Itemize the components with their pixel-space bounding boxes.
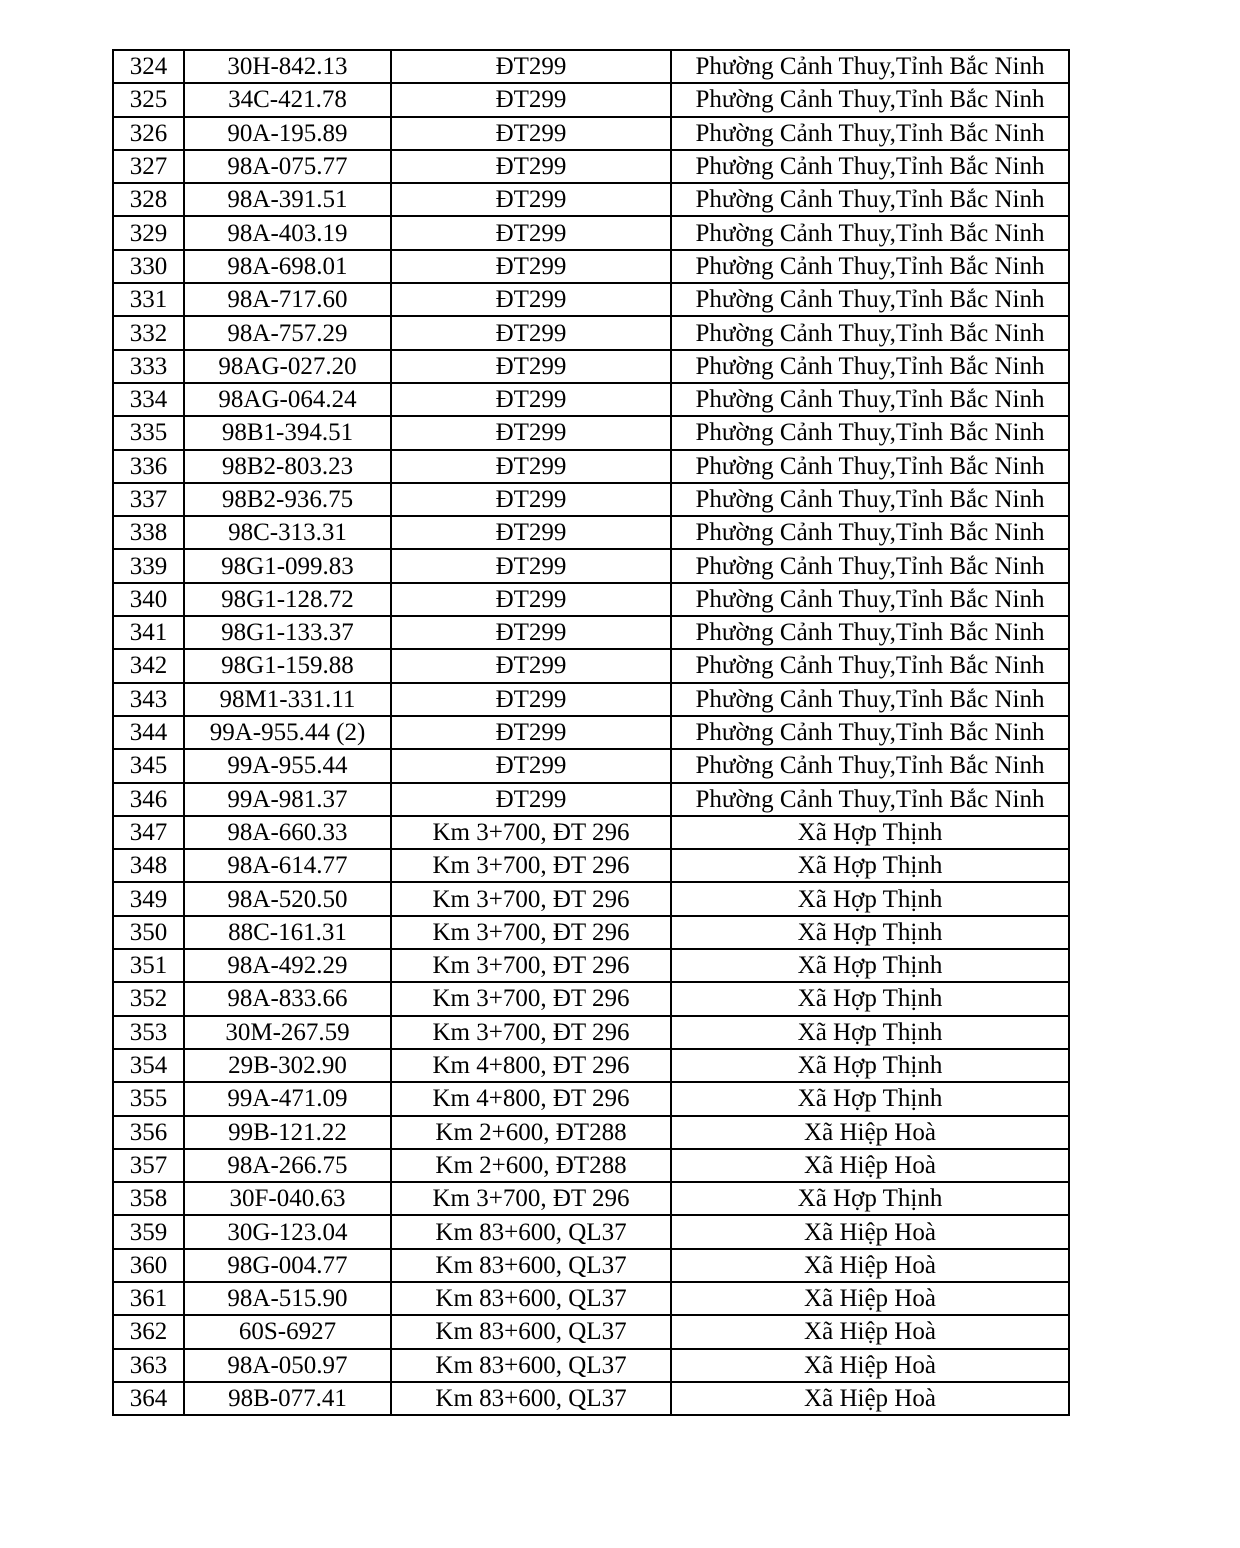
table-row (113, 783, 1069, 816)
location-cell: ĐT299 (391, 483, 671, 516)
plate-cell: 30H-842.13 (184, 50, 391, 83)
stt-cell: 338 (113, 516, 184, 549)
location-cell: Km 83+600, QL37 (391, 1315, 671, 1348)
unit-cell: Xã Hợp Thịnh (671, 816, 1069, 849)
plate-cell: 98G1-159.88 (184, 649, 391, 682)
location-cell: Km 4+800, ĐT 296 (391, 1049, 671, 1082)
location-cell: ĐT299 (391, 250, 671, 283)
stt-cell: 343 (113, 683, 184, 716)
plate-cell: 98G1-133.37 (184, 616, 391, 649)
unit-cell: Xã Hiệp Hoà (671, 1382, 1069, 1415)
plate-cell: 98G-004.77 (184, 1249, 391, 1282)
location-cell: Km 83+600, QL37 (391, 1382, 671, 1415)
unit-cell: Phường Cảnh Thuy,Tỉnh Bắc Ninh (671, 450, 1069, 483)
stt-cell: 325 (113, 83, 184, 116)
location-cell: ĐT299 (391, 150, 671, 183)
unit-cell: Phường Cảnh Thuy,Tỉnh Bắc Ninh (671, 117, 1069, 150)
table-row (113, 583, 1069, 616)
plate-cell: 30G-123.04 (184, 1215, 391, 1248)
unit-cell: Phường Cảnh Thuy,Tỉnh Bắc Ninh (671, 216, 1069, 249)
table-row (113, 450, 1069, 483)
table-row (113, 849, 1069, 882)
location-cell: ĐT299 (391, 549, 671, 582)
stt-cell: 354 (113, 1049, 184, 1082)
plate-cell: 98B2-936.75 (184, 483, 391, 516)
stt-cell: 349 (113, 882, 184, 915)
plate-cell: 98A-660.33 (184, 816, 391, 849)
stt-cell: 346 (113, 783, 184, 816)
location-cell: Km 3+700, ĐT 296 (391, 982, 671, 1015)
stt-cell: 331 (113, 283, 184, 316)
location-cell: Km 3+700, ĐT 296 (391, 949, 671, 982)
stt-cell: 326 (113, 117, 184, 150)
unit-cell: Xã Hiệp Hoà (671, 1116, 1069, 1149)
table-body (113, 50, 1069, 1415)
table-row (113, 1315, 1069, 1348)
location-cell: Km 3+700, ĐT 296 (391, 1182, 671, 1215)
table-row (113, 483, 1069, 516)
plate-cell: 98AG-064.24 (184, 383, 391, 416)
location-cell: Km 83+600, QL37 (391, 1282, 671, 1315)
plate-cell: 98G1-099.83 (184, 549, 391, 582)
table-row (113, 1049, 1069, 1082)
unit-cell: Phường Cảnh Thuy,Tỉnh Bắc Ninh (671, 416, 1069, 449)
location-cell: ĐT299 (391, 283, 671, 316)
unit-cell: Xã Hiệp Hoà (671, 1249, 1069, 1282)
location-cell: ĐT299 (391, 183, 671, 216)
table-row (113, 383, 1069, 416)
stt-cell: 344 (113, 716, 184, 749)
plate-cell: 98M1-331.11 (184, 683, 391, 716)
location-cell: ĐT299 (391, 316, 671, 349)
stt-cell: 352 (113, 982, 184, 1015)
plate-cell: 98A-403.19 (184, 216, 391, 249)
plate-cell: 29B-302.90 (184, 1049, 391, 1082)
table-row (113, 1082, 1069, 1115)
stt-cell: 362 (113, 1315, 184, 1348)
plate-cell: 98A-391.51 (184, 183, 391, 216)
location-cell: ĐT299 (391, 416, 671, 449)
table-row (113, 150, 1069, 183)
table-row (113, 1382, 1069, 1415)
table-row (113, 1149, 1069, 1182)
table-row (113, 916, 1069, 949)
plate-cell: 98A-050.97 (184, 1349, 391, 1382)
stt-cell: 355 (113, 1082, 184, 1115)
unit-cell: Phường Cảnh Thuy,Tỉnh Bắc Ninh (671, 316, 1069, 349)
unit-cell: Xã Hợp Thịnh (671, 1049, 1069, 1082)
table-row (113, 1016, 1069, 1049)
location-cell: ĐT299 (391, 583, 671, 616)
plate-cell: 98A-717.60 (184, 283, 391, 316)
location-cell: ĐT299 (391, 683, 671, 716)
stt-cell: 335 (113, 416, 184, 449)
plate-cell: 30M-267.59 (184, 1016, 391, 1049)
table-row (113, 183, 1069, 216)
plate-cell: 98A-075.77 (184, 150, 391, 183)
stt-cell: 351 (113, 949, 184, 982)
plate-cell: 98A-515.90 (184, 1282, 391, 1315)
table-row (113, 882, 1069, 915)
unit-cell: Phường Cảnh Thuy,Tỉnh Bắc Ninh (671, 516, 1069, 549)
unit-cell: Xã Hợp Thịnh (671, 849, 1069, 882)
table-row (113, 716, 1069, 749)
unit-cell: Xã Hợp Thịnh (671, 949, 1069, 982)
table-row (113, 83, 1069, 116)
plate-cell: 99A-955.44 (2) (184, 716, 391, 749)
location-cell: ĐT299 (391, 516, 671, 549)
stt-cell: 330 (113, 250, 184, 283)
stt-cell: 341 (113, 616, 184, 649)
table-row (113, 250, 1069, 283)
location-cell: ĐT299 (391, 716, 671, 749)
stt-cell: 350 (113, 916, 184, 949)
stt-cell: 324 (113, 50, 184, 83)
location-cell: Km 83+600, QL37 (391, 1215, 671, 1248)
unit-cell: Xã Hợp Thịnh (671, 1082, 1069, 1115)
unit-cell: Phường Cảnh Thuy,Tỉnh Bắc Ninh (671, 783, 1069, 816)
table-row (113, 316, 1069, 349)
plate-cell: 60S-6927 (184, 1315, 391, 1348)
stt-cell: 334 (113, 383, 184, 416)
unit-cell: Phường Cảnh Thuy,Tỉnh Bắc Ninh (671, 649, 1069, 682)
unit-cell: Phường Cảnh Thuy,Tỉnh Bắc Ninh (671, 83, 1069, 116)
unit-cell: Phường Cảnh Thuy,Tỉnh Bắc Ninh (671, 250, 1069, 283)
unit-cell: Phường Cảnh Thuy,Tỉnh Bắc Ninh (671, 483, 1069, 516)
table-row (113, 1182, 1069, 1215)
unit-cell: Xã Hiệp Hoà (671, 1282, 1069, 1315)
table-row (113, 283, 1069, 316)
stt-cell: 342 (113, 649, 184, 682)
unit-cell: Phường Cảnh Thuy,Tỉnh Bắc Ninh (671, 716, 1069, 749)
table-row (113, 416, 1069, 449)
location-cell: ĐT299 (391, 350, 671, 383)
location-cell: Km 83+600, QL37 (391, 1349, 671, 1382)
plate-cell: 98A-492.29 (184, 949, 391, 982)
unit-cell: Phường Cảnh Thuy,Tỉnh Bắc Ninh (671, 616, 1069, 649)
stt-cell: 363 (113, 1349, 184, 1382)
stt-cell: 329 (113, 216, 184, 249)
unit-cell: Phường Cảnh Thuy,Tỉnh Bắc Ninh (671, 350, 1069, 383)
plate-cell: 98C-313.31 (184, 516, 391, 549)
stt-cell: 337 (113, 483, 184, 516)
location-cell: Km 3+700, ĐT 296 (391, 916, 671, 949)
stt-cell: 340 (113, 583, 184, 616)
table-row (113, 649, 1069, 682)
unit-cell: Xã Hợp Thịnh (671, 916, 1069, 949)
location-cell: ĐT299 (391, 216, 671, 249)
unit-cell: Xã Hợp Thịnh (671, 1016, 1069, 1049)
location-cell: ĐT299 (391, 50, 671, 83)
table-row (113, 1116, 1069, 1149)
plate-cell: 98B1-394.51 (184, 416, 391, 449)
violations-table (112, 49, 1070, 1416)
table-row (113, 1282, 1069, 1315)
plate-cell: 98A-520.50 (184, 882, 391, 915)
stt-cell: 358 (113, 1182, 184, 1215)
plate-cell: 98A-757.29 (184, 316, 391, 349)
table-row (113, 982, 1069, 1015)
location-cell: Km 3+700, ĐT 296 (391, 816, 671, 849)
location-cell: Km 83+600, QL37 (391, 1249, 671, 1282)
plate-cell: 30F-040.63 (184, 1182, 391, 1215)
location-cell: Km 3+700, ĐT 296 (391, 849, 671, 882)
table-row (113, 616, 1069, 649)
location-cell: Km 4+800, ĐT 296 (391, 1082, 671, 1115)
table-row (113, 816, 1069, 849)
table-row (113, 117, 1069, 150)
unit-cell: Xã Hợp Thịnh (671, 1182, 1069, 1215)
location-cell: Km 3+700, ĐT 296 (391, 882, 671, 915)
stt-cell: 348 (113, 849, 184, 882)
stt-cell: 364 (113, 1382, 184, 1415)
unit-cell: Xã Hiệp Hoà (671, 1149, 1069, 1182)
plate-cell: 99A-471.09 (184, 1082, 391, 1115)
plate-cell: 98B2-803.23 (184, 450, 391, 483)
stt-cell: 339 (113, 549, 184, 582)
stt-cell: 333 (113, 350, 184, 383)
table-row (113, 216, 1069, 249)
location-cell: ĐT299 (391, 450, 671, 483)
location-cell: Km 2+600, ĐT288 (391, 1116, 671, 1149)
table-row (113, 749, 1069, 782)
unit-cell: Phường Cảnh Thuy,Tỉnh Bắc Ninh (671, 383, 1069, 416)
plate-cell: 34C-421.78 (184, 83, 391, 116)
plate-cell: 98A-266.75 (184, 1149, 391, 1182)
unit-cell: Xã Hiệp Hoà (671, 1215, 1069, 1248)
plate-cell: 98A-614.77 (184, 849, 391, 882)
plate-cell: 90A-195.89 (184, 117, 391, 150)
stt-cell: 361 (113, 1282, 184, 1315)
table-row (113, 1349, 1069, 1382)
stt-cell: 356 (113, 1116, 184, 1149)
stt-cell: 353 (113, 1016, 184, 1049)
plate-cell: 99B-121.22 (184, 1116, 391, 1149)
plate-cell: 98G1-128.72 (184, 583, 391, 616)
table-row (113, 1249, 1069, 1282)
location-cell: ĐT299 (391, 649, 671, 682)
plate-cell: 99A-955.44 (184, 749, 391, 782)
unit-cell: Phường Cảnh Thuy,Tỉnh Bắc Ninh (671, 50, 1069, 83)
stt-cell: 336 (113, 450, 184, 483)
unit-cell: Phường Cảnh Thuy,Tỉnh Bắc Ninh (671, 283, 1069, 316)
stt-cell: 347 (113, 816, 184, 849)
location-cell: ĐT299 (391, 383, 671, 416)
location-cell: Km 3+700, ĐT 296 (391, 1016, 671, 1049)
unit-cell: Phường Cảnh Thuy,Tỉnh Bắc Ninh (671, 683, 1069, 716)
table-row (113, 683, 1069, 716)
unit-cell: Phường Cảnh Thuy,Tỉnh Bắc Ninh (671, 583, 1069, 616)
location-cell: ĐT299 (391, 616, 671, 649)
location-cell: ĐT299 (391, 117, 671, 150)
table-row (113, 350, 1069, 383)
table-row (113, 1215, 1069, 1248)
location-cell: Km 2+600, ĐT288 (391, 1149, 671, 1182)
table-row (113, 50, 1069, 83)
plate-cell: 88C-161.31 (184, 916, 391, 949)
location-cell: ĐT299 (391, 83, 671, 116)
stt-cell: 345 (113, 749, 184, 782)
unit-cell: Xã Hiệp Hoà (671, 1315, 1069, 1348)
stt-cell: 332 (113, 316, 184, 349)
stt-cell: 357 (113, 1149, 184, 1182)
plate-cell: 98AG-027.20 (184, 350, 391, 383)
stt-cell: 359 (113, 1215, 184, 1248)
table-row (113, 516, 1069, 549)
unit-cell: Phường Cảnh Thuy,Tỉnh Bắc Ninh (671, 549, 1069, 582)
stt-cell: 327 (113, 150, 184, 183)
location-cell: ĐT299 (391, 749, 671, 782)
unit-cell: Xã Hợp Thịnh (671, 982, 1069, 1015)
unit-cell: Phường Cảnh Thuy,Tỉnh Bắc Ninh (671, 150, 1069, 183)
table-row (113, 549, 1069, 582)
plate-cell: 99A-981.37 (184, 783, 391, 816)
stt-cell: 328 (113, 183, 184, 216)
unit-cell: Xã Hợp Thịnh (671, 882, 1069, 915)
plate-cell: 98A-698.01 (184, 250, 391, 283)
table-row (113, 949, 1069, 982)
unit-cell: Phường Cảnh Thuy,Tỉnh Bắc Ninh (671, 749, 1069, 782)
unit-cell: Phường Cảnh Thuy,Tỉnh Bắc Ninh (671, 183, 1069, 216)
stt-cell: 360 (113, 1249, 184, 1282)
location-cell: ĐT299 (391, 783, 671, 816)
plate-cell: 98B-077.41 (184, 1382, 391, 1415)
plate-cell: 98A-833.66 (184, 982, 391, 1015)
unit-cell: Xã Hiệp Hoà (671, 1349, 1069, 1382)
